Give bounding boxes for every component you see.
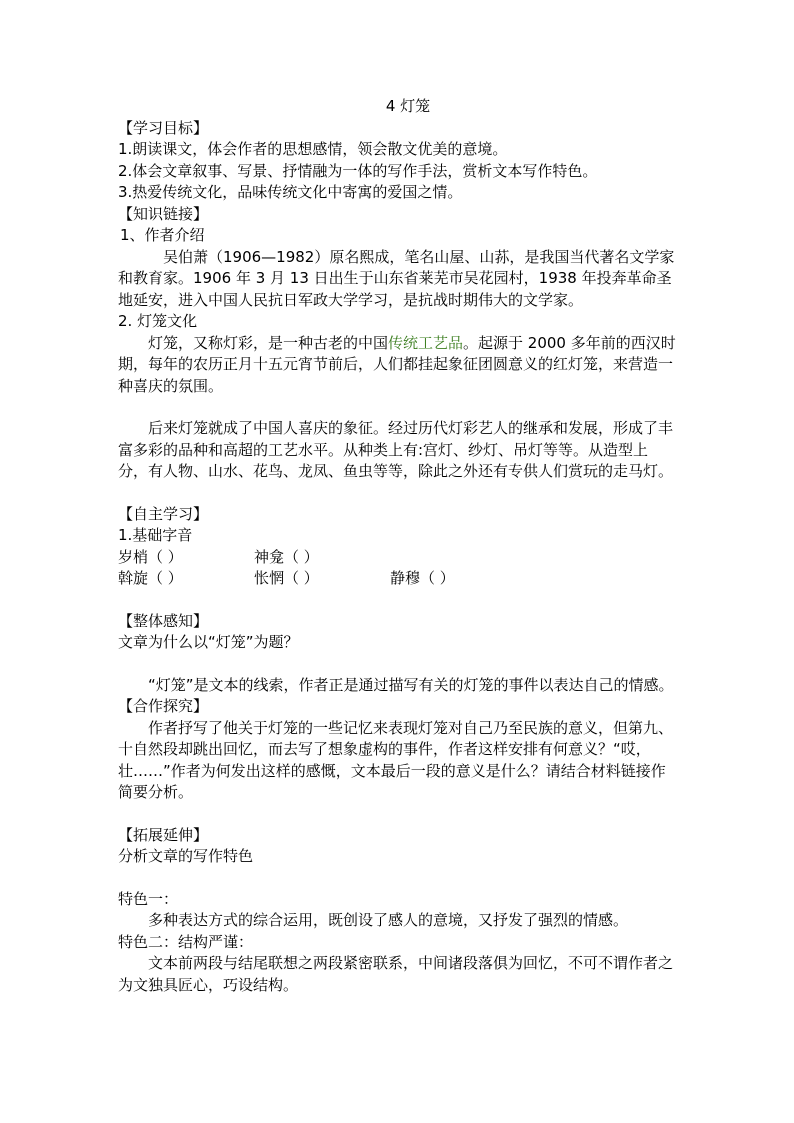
pronunciation-row-1 [118,547,678,569]
extend-intro: 分析文章的写作特色 [118,847,254,865]
culture-text-b: 。起源于 2000 多年前的西汉时期，每年的农历正月十五元宵节前后，人们都挂起象征团圆意义的红灯笼，来营造一种喜庆的氛围。 [118,333,676,395]
goal-item-3: 3.热爱传统文化，品味传统文化中寄寓的爱国之情。 [118,183,463,201]
goals-heading: 【学习目标】 [118,118,209,137]
pronunciation-item: 神龛（ ） [254,547,319,566]
document-page [118,96,678,996]
culture-paragraph-2: 后来灯笼就成了中国人喜庆的象征。经过历代灯彩艺人的继承和发展，形成了丰富多彩的品种和高超的工艺水平。从种类上有:宫灯、纱灯、吊灯等等。从造型上分，有人物、山水、花鸟、龙凤、鱼虫等等，除此之外还有专供人们赏玩的走马灯。 [118,419,674,480]
culture-highlight: 传统工艺品 [388,333,464,352]
spacer [118,804,678,825]
pronunciation-item: 斡旋（ ） [118,569,183,587]
extend-heading: 【拓展延伸】 [118,825,209,844]
spacer [118,483,678,504]
feature-1-label: 特色一： [118,889,179,908]
feature-2-text: 文本前两段与结尾联想之两段紧密联系，中间诸段落俱为回忆，不可不谓作者之为文独具匠心，巧设结构。 [118,954,674,994]
overall-answer: “灯笼”是文本的线索，作者正是通过描写有关的灯笼的事件以表达自己的情感。 [148,675,674,694]
overall-question: 文章为什么以“灯笼”为题？ [118,633,299,651]
spacer [118,397,678,418]
culture-paragraph-1 [118,333,678,398]
page-title: 4 灯笼 [385,97,431,115]
self-study-heading: 【自主学习】 [118,504,209,523]
pronunciation-item: 静穆（ ） [390,569,455,587]
feature-2-label: 特色二：结构严谨： [118,932,254,951]
goal-item-1: 1.朗读课文，体会作者的思想感情，领会散文优美的意境。 [118,140,508,158]
spacer [118,868,678,889]
goal-item-2: 2.体会文章叙事、写景、抒情融为一体的写作手法，赏析文本写作特色。 [118,161,598,180]
pronunciation-item: 岁梢（ ） [118,547,183,566]
spacer [118,654,678,675]
spacer [118,590,678,611]
feature-1-text: 多种表达方式的综合运用，既创设了感人的意境，又抒发了强烈的情感。 [148,911,629,929]
pronunciation-item: 怅惘（ ） [254,569,319,587]
culture-text-a: 灯笼，又称灯彩，是一种古老的中国 [148,333,389,352]
knowledge-heading: 【知识链接】 [118,204,209,223]
pronunciation-row-2 [118,568,678,590]
cooperate-text: 作者抒写了他关于灯笼的一些记忆来表现灯笼对自己乃至民族的意义，但第九、十自然段却跳出回忆，而去写了想象虚构的事件，作者这样安排有何意义？“哎，壮……”作者为何发出这样的感慨，文本最后一段的意义是什么？请结合材料链接作简要分析。 [118,718,674,801]
author-intro-paragraph: 吴伯萧（1906—1982）原名熙成，笔名山屋、山荪，是我国当代著名文学家和教育家。1906 年 3 月 13 日出生于山东省莱芜市吴花园村，1938 年投奔革命圣地延安，进入中国人民抗日军政大学学习，是抗战时期伟大的文学家。 [118,247,675,309]
author-heading: 1、作者介绍 [120,226,205,244]
culture-heading: 2. 灯笼文化 [118,312,198,330]
cooperate-heading: 【合作探究】 [118,697,209,715]
pronunciation-heading: 1.基础字音 [118,526,193,544]
overall-heading: 【整体感知】 [118,611,209,630]
